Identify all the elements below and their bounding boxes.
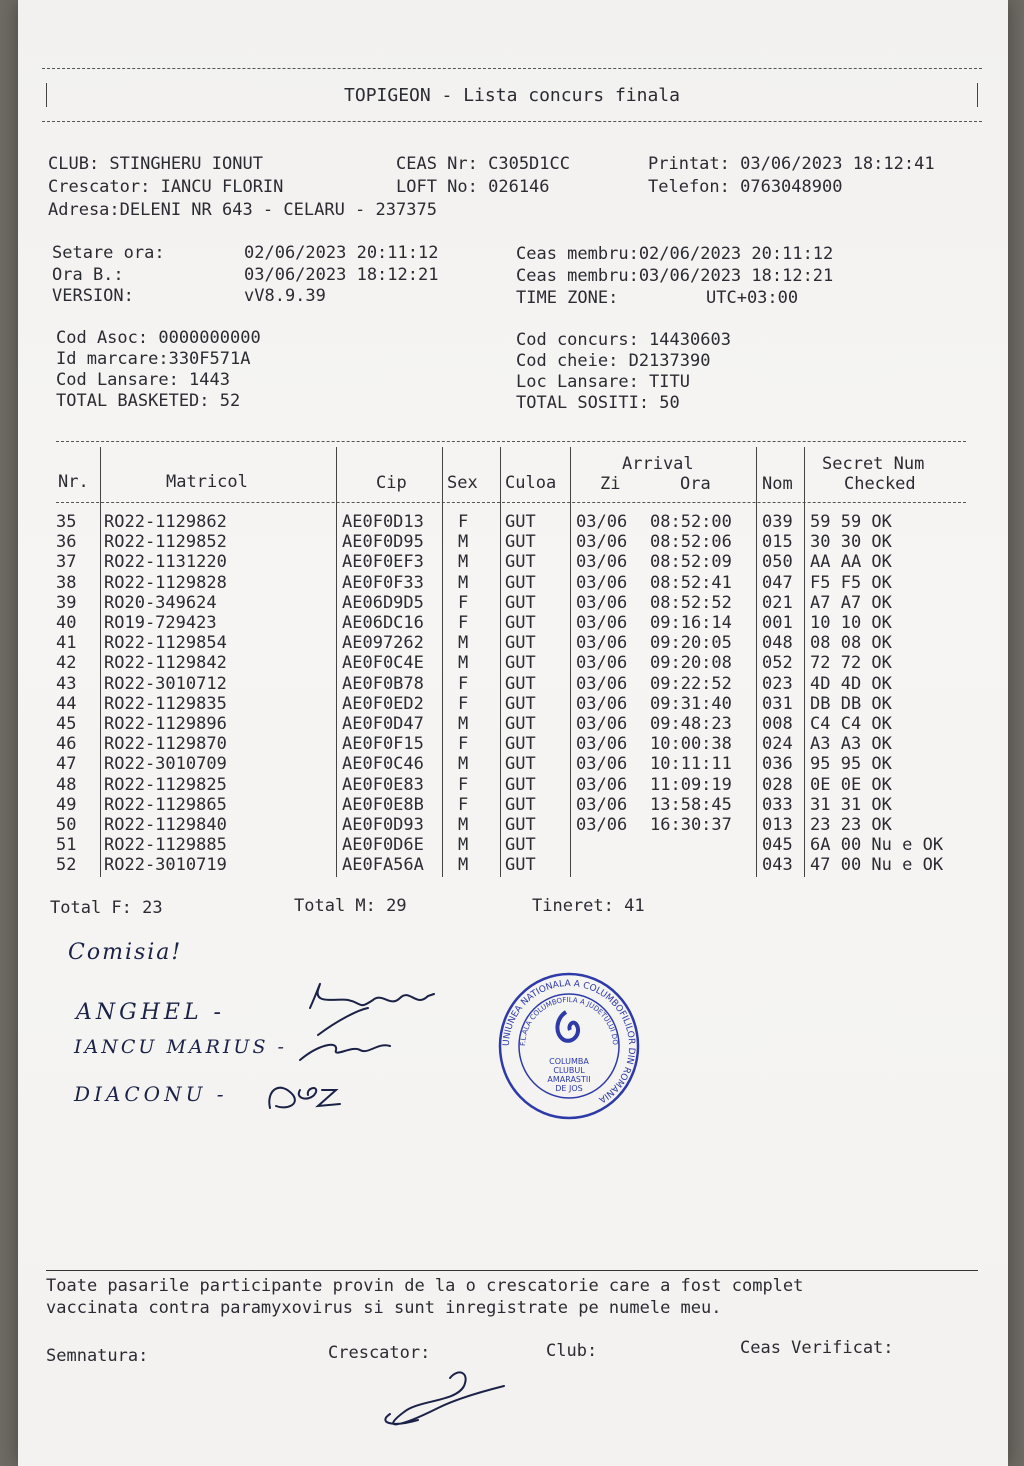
row-arrival-time: 10:00:38 <box>650 734 732 755</box>
row-arrival-time: 08:52:09 <box>650 552 732 573</box>
row-arrival-day: 03/06 <box>576 794 628 815</box>
row-nom: 033 <box>762 794 793 815</box>
row-nom: 036 <box>762 754 793 775</box>
row-nr: 39 <box>56 592 77 613</box>
row-matricol: RO22-1129835 <box>104 693 227 714</box>
header-zi: Zi <box>600 474 621 494</box>
row-culoa: GUT <box>505 835 536 856</box>
stamp-pigeon-emblem <box>557 1012 578 1041</box>
id-marcare: Id marcare:330F571A <box>56 349 251 369</box>
stamp-center-3: AMARASTII <box>547 1075 591 1084</box>
signature-anghel <box>310 984 434 1035</box>
row-sex: M <box>458 572 469 593</box>
row-nom: 028 <box>762 774 793 795</box>
handwritten-iancu: IANCU MARIUS - <box>74 1036 287 1058</box>
stamp-inner-text: F.L.ALA COLUMBOFILA A JUDETULUI DO <box>518 995 620 1047</box>
row-secret-checked: 08 08 OK <box>810 633 892 654</box>
row-culoa: GUT <box>505 734 536 755</box>
row-matricol: RO22-1129825 <box>104 774 227 795</box>
row-culoa: GUT <box>505 592 536 613</box>
row-matricol: RO22-1129840 <box>104 815 227 835</box>
row-secret-checked: 31 31 OK <box>810 794 892 815</box>
row-cip: AE0F0C4E <box>342 653 424 674</box>
row-nr: 51 <box>56 835 77 856</box>
row-nr: 45 <box>56 714 77 734</box>
total-basketed: TOTAL BASKETED: 52 <box>56 391 241 411</box>
row-cip: AE0F0E8B <box>342 794 424 815</box>
row-arrival-time: 09:31:40 <box>650 693 732 714</box>
row-matricol: RO19-729423 <box>104 613 217 633</box>
clock-number: CEAS Nr: C305D1CC <box>396 154 570 174</box>
row-arrival-time: 09:16:14 <box>650 613 732 633</box>
row-culoa: GUT <box>505 673 536 694</box>
club-name: CLUB: STINGHERU IONUT <box>48 154 263 174</box>
header-nom: Nom <box>762 474 793 494</box>
cod-concurs: Cod concurs: 14430603 <box>516 330 731 350</box>
row-matricol: RO22-1129870 <box>104 734 227 755</box>
row-cip: AE0F0D93 <box>342 815 424 835</box>
row-sex: M <box>458 633 469 654</box>
signature-breeder <box>385 1372 504 1424</box>
row-arrival-day: 03/06 <box>576 754 628 775</box>
row-nr: 48 <box>56 774 77 795</box>
row-arrival-time: 13:58:45 <box>650 794 732 815</box>
row-culoa: GUT <box>505 855 536 876</box>
row-secret-checked: 30 30 OK <box>810 532 892 553</box>
row-arrival-time: 08:52:06 <box>650 532 732 553</box>
row-secret-checked: 6A 00 Nu e OK <box>810 835 944 856</box>
row-cip: AE0F0D13 <box>342 512 424 532</box>
row-sex: F <box>458 794 469 815</box>
row-matricol: RO22-1129842 <box>104 653 227 674</box>
row-culoa: GUT <box>505 552 536 573</box>
row-matricol: RO22-1129865 <box>104 794 227 815</box>
row-secret-checked: A3 A3 OK <box>810 734 892 755</box>
print-date: Printat: 03/06/2023 18:12:41 <box>648 154 935 174</box>
row-cip: AE0F0F15 <box>342 734 424 755</box>
address: Adresa:DELENI NR 643 - CELARU - 237375 <box>48 200 437 220</box>
row-culoa: GUT <box>505 633 536 654</box>
row-sex: M <box>458 552 469 573</box>
row-arrival-day: 03/06 <box>576 633 628 654</box>
row-nom: 024 <box>762 734 793 755</box>
row-secret-checked: 59 59 OK <box>810 512 892 532</box>
row-matricol: RO22-1129885 <box>104 835 227 856</box>
row-sex: F <box>458 592 469 613</box>
row-arrival-day: 03/06 <box>576 532 628 553</box>
row-arrival-day: 03/06 <box>576 572 628 593</box>
header-matricol: Matricol <box>166 472 248 492</box>
row-culoa: GUT <box>505 754 536 775</box>
row-sex: F <box>458 673 469 694</box>
row-arrival-day: 03/06 <box>576 512 628 532</box>
row-sex: F <box>458 774 469 795</box>
row-nr: 43 <box>56 673 77 694</box>
setare-ora-label: Setare ora: <box>52 243 165 263</box>
row-cip: AE06DC16 <box>342 613 424 633</box>
header-sex: Sex <box>447 473 478 493</box>
footer-rule <box>46 1270 978 1271</box>
row-arrival-time: 09:22:52 <box>650 673 732 694</box>
row-nr: 36 <box>56 532 77 553</box>
row-nom: 052 <box>762 653 793 674</box>
row-nom: 043 <box>762 855 793 876</box>
time-zone-label: TIME ZONE: <box>516 288 619 308</box>
version-value: vV8.9.39 <box>244 286 326 306</box>
row-cip: AE0F0B78 <box>342 673 424 694</box>
ceas-membru-2: Ceas membru:03/06/2023 18:12:21 <box>516 266 834 286</box>
row-nr: 37 <box>56 552 77 573</box>
row-arrival-day: 03/06 <box>576 653 628 674</box>
row-secret-checked: 47 00 Nu e OK <box>810 855 944 876</box>
row-nr: 42 <box>56 653 77 674</box>
row-arrival-day: 03/06 <box>576 714 628 734</box>
row-cip: AE0F0C46 <box>342 754 424 775</box>
row-secret-checked: 4D 4D OK <box>810 673 892 694</box>
label-club: Club: <box>546 1341 598 1361</box>
row-secret-checked: DB DB OK <box>810 693 892 714</box>
row-nom: 001 <box>762 613 793 633</box>
row-culoa: GUT <box>505 815 536 835</box>
label-semnatura: Semnatura: <box>46 1346 149 1366</box>
signatures-layer <box>18 0 1008 1466</box>
row-arrival-day: 03/06 <box>576 552 628 573</box>
row-matricol: RO22-3010712 <box>104 673 227 694</box>
row-culoa: GUT <box>505 653 536 674</box>
row-nr: 52 <box>56 855 77 876</box>
row-arrival-day: 03/06 <box>576 734 628 755</box>
row-sex: F <box>458 734 469 755</box>
loft-number: LOFT No: 026146 <box>396 177 550 197</box>
stamp-outer-text: UNIUNEA NATIONALA A COLUMBOFILILOR DIN ROMANIA <box>501 978 637 1105</box>
label-ceas-verificat: Ceas Verificat: <box>740 1338 894 1358</box>
cod-lansare: Cod Lansare: 1443 <box>56 370 230 390</box>
row-sex: M <box>458 532 469 553</box>
phone: Telefon: 0763048900 <box>648 177 843 197</box>
loc-lansare: Loc Lansare: TITU <box>516 372 690 392</box>
row-cip: AE0F0ED2 <box>342 693 424 714</box>
row-matricol: RO22-1129854 <box>104 633 227 654</box>
row-cip: AE0F0D47 <box>342 714 424 734</box>
row-culoa: GUT <box>505 613 536 633</box>
row-sex: M <box>458 835 469 856</box>
row-arrival-day: 03/06 <box>576 815 628 835</box>
row-sex: F <box>458 512 469 532</box>
row-arrival-day: 03/06 <box>576 592 628 613</box>
row-cip: AE0F0E83 <box>342 774 424 795</box>
row-secret-checked: F5 F5 OK <box>810 572 892 593</box>
total-m: Total M: 29 <box>294 896 407 916</box>
row-sex: M <box>458 855 469 876</box>
row-nr: 49 <box>56 794 77 815</box>
handwritten-anghel: ANGHEL - <box>76 1000 225 1025</box>
row-arrival-day: 03/06 <box>576 613 628 633</box>
row-culoa: GUT <box>505 512 536 532</box>
row-nr: 46 <box>56 734 77 755</box>
row-arrival-time: 09:20:08 <box>650 653 732 674</box>
signature-diaconu <box>269 1088 340 1108</box>
row-arrival-time: 09:48:23 <box>650 714 732 734</box>
row-matricol: RO22-1129896 <box>104 714 227 734</box>
row-secret-checked: C4 C4 OK <box>810 714 892 734</box>
row-arrival-time: 08:52:41 <box>650 572 732 593</box>
row-secret-checked: 23 23 OK <box>810 815 892 835</box>
row-cip: AE0F0D6E <box>342 835 424 856</box>
ceas-membru-1: Ceas membru:02/06/2023 20:11:12 <box>516 244 834 264</box>
row-nom: 031 <box>762 693 793 714</box>
row-nr: 41 <box>56 633 77 654</box>
row-matricol: RO22-3010709 <box>104 754 227 775</box>
version-label: VERSION: <box>52 286 134 306</box>
row-sex: M <box>458 754 469 775</box>
header-cip: Cip <box>376 473 407 493</box>
ora-b-value: 03/06/2023 18:12:21 <box>244 265 439 285</box>
row-nr: 47 <box>56 754 77 775</box>
total-f: Total F: 23 <box>50 898 163 918</box>
row-nom: 021 <box>762 592 793 613</box>
row-secret-checked: 0E 0E OK <box>810 774 892 795</box>
row-arrival-time: 16:30:37 <box>650 815 732 835</box>
row-nom: 048 <box>762 633 793 654</box>
row-secret-checked: AA AA OK <box>810 552 892 573</box>
row-nr: 44 <box>56 693 77 714</box>
header-culoa: Culoa <box>505 473 557 493</box>
row-nr: 38 <box>56 572 77 593</box>
header-checked: Checked <box>844 474 916 494</box>
time-zone-value: UTC+03:00 <box>706 288 799 308</box>
report-title: TOPIGEON - Lista concurs finala <box>344 85 680 106</box>
row-nom: 013 <box>762 815 793 835</box>
ora-b-label: Ora B.: <box>52 265 124 285</box>
header-secret-num: Secret Num <box>822 454 925 474</box>
row-matricol: RO22-1131220 <box>104 552 227 573</box>
header-ora: Ora <box>680 474 711 494</box>
signature-iancu <box>300 1045 390 1060</box>
row-cip: AE0FA56A <box>342 855 424 876</box>
row-culoa: GUT <box>505 774 536 795</box>
handwritten-diaconu: DIACONU - <box>74 1082 228 1106</box>
row-nom: 039 <box>762 512 793 532</box>
row-nom: 023 <box>762 673 793 694</box>
row-nr: 50 <box>56 815 77 835</box>
row-sex: M <box>458 714 469 734</box>
row-nom: 045 <box>762 835 793 856</box>
row-culoa: GUT <box>505 693 536 714</box>
row-nom: 047 <box>762 572 793 593</box>
row-nom: 008 <box>762 714 793 734</box>
handwritten-comisia: Comisia! <box>68 940 183 965</box>
row-arrival-day: 03/06 <box>576 673 628 694</box>
row-culoa: GUT <box>505 572 536 593</box>
row-culoa: GUT <box>505 794 536 815</box>
row-sex: F <box>458 613 469 633</box>
row-matricol: RO22-1129852 <box>104 532 227 553</box>
row-cip: AE0F0D95 <box>342 532 424 553</box>
statement-line-2: vaccinata contra paramyxovirus si sunt inregistrate pe numele meu. <box>46 1298 722 1318</box>
row-sex: M <box>458 653 469 674</box>
row-cip: AE0F0EF3 <box>342 552 424 573</box>
row-matricol: RO22-3010719 <box>104 855 227 876</box>
breeder: Crescator: IANCU FLORIN <box>48 177 284 197</box>
row-secret-checked: 72 72 OK <box>810 653 892 674</box>
cod-asoc: Cod Asoc: 0000000000 <box>56 328 261 348</box>
row-matricol: RO22-1129862 <box>104 512 227 532</box>
row-arrival-time: 11:09:19 <box>650 774 732 795</box>
row-arrival-time: 08:52:52 <box>650 592 732 613</box>
row-matricol: RO22-1129828 <box>104 572 227 593</box>
row-nom: 015 <box>762 532 793 553</box>
row-arrival-day: 03/06 <box>576 693 628 714</box>
header-nr: Nr. <box>58 472 89 492</box>
cod-cheie: Cod cheie: D2137390 <box>516 351 711 371</box>
total-sositi: TOTAL SOSITI: 50 <box>516 393 680 413</box>
row-sex: F <box>458 693 469 714</box>
row-secret-checked: 95 95 OK <box>810 754 892 775</box>
row-arrival-time: 08:52:00 <box>650 512 732 532</box>
row-arrival-time: 09:20:05 <box>650 633 732 654</box>
stamp-center-2: CLUBUL <box>553 1066 585 1075</box>
label-crescator: Crescator: <box>328 1343 431 1363</box>
row-arrival-day: 03/06 <box>576 774 628 795</box>
row-secret-checked: 10 10 OK <box>810 613 892 633</box>
statement-line-1: Toate pasarile participante provin de la o crescatorie care a fost complet <box>46 1276 804 1296</box>
header-arrival: Arrival <box>622 454 694 474</box>
row-culoa: GUT <box>505 532 536 553</box>
row-nr: 40 <box>56 613 77 633</box>
paper-sheet <box>18 0 1008 1466</box>
row-nom: 050 <box>762 552 793 573</box>
row-matricol: RO20-349624 <box>104 592 217 613</box>
row-sex: M <box>458 815 469 835</box>
row-culoa: GUT <box>505 714 536 734</box>
row-cip: AE0F0F33 <box>342 572 424 593</box>
club-stamp <box>498 972 640 1120</box>
stamp-center-4: DE JOS <box>555 1084 583 1093</box>
row-cip: AE097262 <box>342 633 424 654</box>
setare-ora-value: 02/06/2023 20:11:12 <box>244 243 439 263</box>
stamp-center-1: COLUMBA <box>549 1057 589 1066</box>
row-nr: 35 <box>56 512 77 532</box>
row-cip: AE06D9D5 <box>342 592 424 613</box>
row-arrival-time: 10:11:11 <box>650 754 732 775</box>
row-secret-checked: A7 A7 OK <box>810 592 892 613</box>
tineret: Tineret: 41 <box>532 896 645 916</box>
